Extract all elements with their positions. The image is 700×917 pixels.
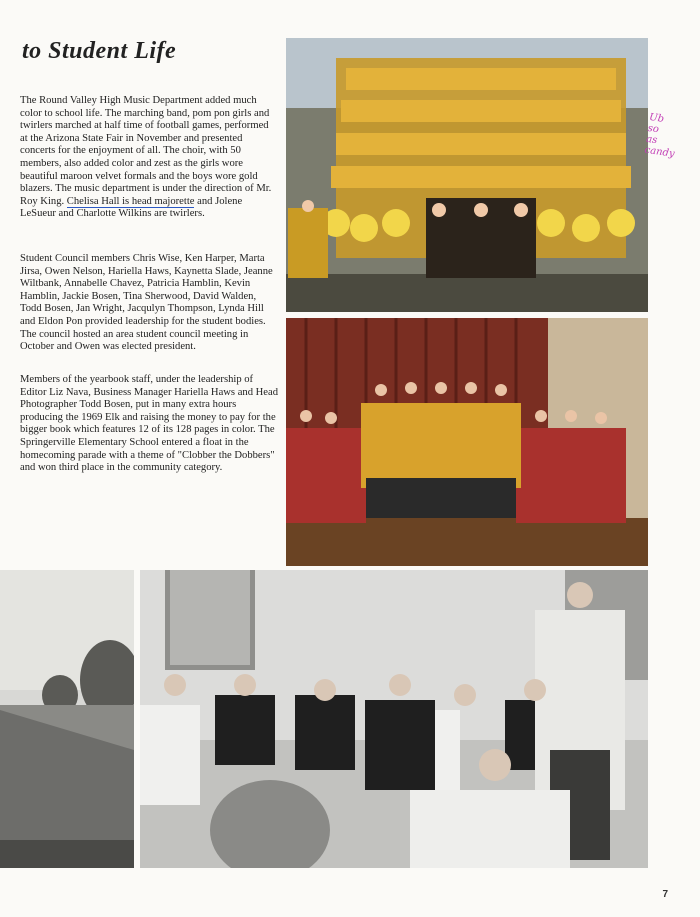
student-council-photo xyxy=(140,570,648,868)
handwritten-note: Ub so as candy xyxy=(643,112,676,160)
underlined-majorette-text: Chelisa Hall is head majorette xyxy=(66,195,195,207)
page-number: 7 xyxy=(662,889,668,900)
band-photo xyxy=(286,38,648,312)
music-text-part2: and Jolene LeSueur and Charlotte Wilkins are twirlers. xyxy=(20,195,243,220)
student-council-paragraph: Student Council members Chris Wise, Ken Harper, Marta Jirsa, Owen Nelson, Hariella Haws, Kaynetta Slade, Jeanne Wiltbank, Annabelle Chavez, Patricia Hamblin, Kevin Hamblin, Jackie Bosen, Tina Sherwood, David Walden, Todd Bosen, Jan Wright, Jacqulyn Thompson, Lynda Hill and Eldon Pon provided leadership for the student bodies. The council hosted an area student council meeting in October and Owen was elected president. xyxy=(20,253,273,353)
page-heading: to Student Life xyxy=(22,38,177,64)
music-paragraph xyxy=(20,95,278,221)
music-text-part1: The Round Valley High Music Department added much color to school life. The marching band, pom pon girls and twirlers marched at half time of football games, performed at the Arizona State Fair in November and presented concerts for the enjoyment of all. The choir, with 50 members, also added color and zest as the girls wore beautiful maroon velvet formals and the boys wore gold blazers. The music department is under the direction of Mr. Roy King. xyxy=(20,95,272,207)
choir-photo xyxy=(286,318,648,566)
street-photo xyxy=(0,570,134,868)
yearbook-paragraph: Members of the yearbook staff, under the leadership of Editor Liz Nava, Business Manager Hariella Haws and Head Photographer Todd Bosen, put in many extra hours producing the 1969 Elk and raising the money to pay for the bigger book which features 12 of its 128 pages in color. The Springerville Elementary School entered a float in the homecoming parade with a theme of "Clobber the Dobbers" and won third place in the community category. xyxy=(20,374,278,474)
